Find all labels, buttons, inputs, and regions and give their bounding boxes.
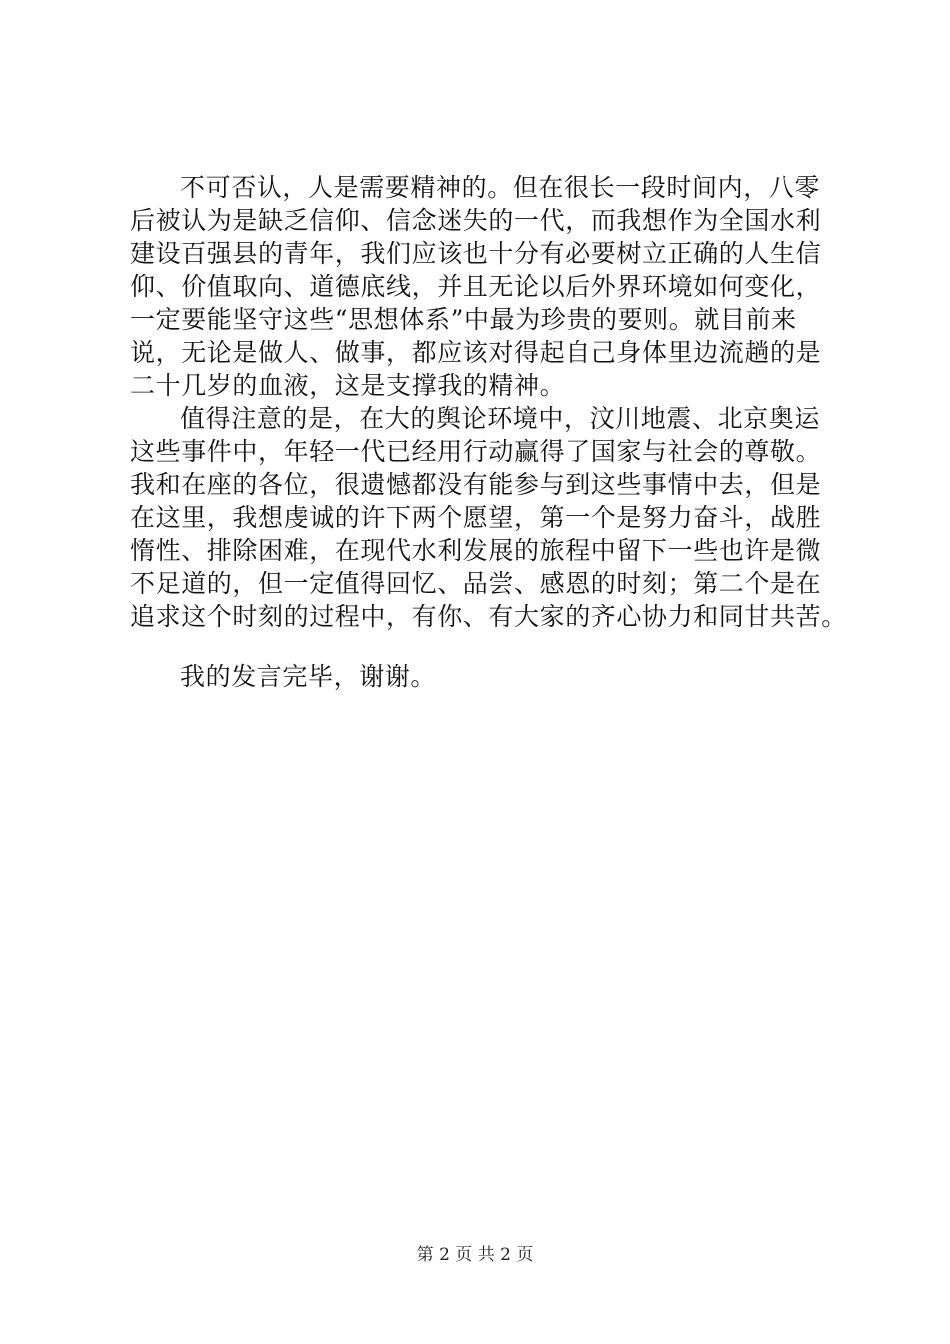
paragraph-1-line-7: 二十几岁的血液，这是支撑我的精神。 (130, 371, 566, 400)
paragraph-2-line-2: 这些事件中，年轻一代已经用行动赢得了国家与社会的尊敬。 (130, 437, 822, 466)
paragraph-3-line-1: 我的发言完毕，谢谢。 (180, 662, 437, 691)
paragraph-2-line-6: 不足道的，但一定值得回忆、品尝、感恩的时刻；第二个是在 (130, 569, 822, 598)
paragraph-1-line-4: 仰、价值取向、道德底线，并且无论以后外界环境如何变化， (130, 272, 822, 301)
paragraph-1-line-1: 不可否认，人是需要精神的。但在很长一段时间内，八零 (180, 173, 821, 202)
paragraph-2-line-4: 在这里，我想虔诚的许下两个愿望，第一个是努力奋斗，战胜 (130, 503, 822, 532)
paragraph-1-line-2: 后被认为是缺乏信仰、信念迷失的一代，而我想作为全国水利 (130, 206, 822, 235)
paragraph-2-line-1: 值得注意的是，在大的舆论环境中，汶川地震、北京奥运 (180, 404, 821, 433)
paragraph-1-line-3: 建设百强县的青年，我们应该也十分有必要树立正确的人生信 (130, 239, 822, 268)
page-number-footer: 第 2 页 共 2 页 (416, 1245, 534, 1265)
paragraph-2-line-7: 追求这个时刻的过程中，有你、有大家的齐心协力和同甘共苦。 (130, 602, 847, 631)
paragraph-1-line-5: 一定要能坚守这些“思想体系”中最为珍贵的要则。就目前来 (130, 305, 797, 334)
paragraph-2-line-3: 我和在座的各位，很遗憾都没有能参与到这些事情中去，但是 (130, 470, 822, 499)
paragraph-1-line-6: 说，无论是做人、做事，都应该对得起自己身体里边流趟的是 (130, 338, 822, 367)
paragraph-2-line-5: 惰性、排除困难，在现代水利发展的旅程中留下一些也许是微 (130, 536, 822, 565)
